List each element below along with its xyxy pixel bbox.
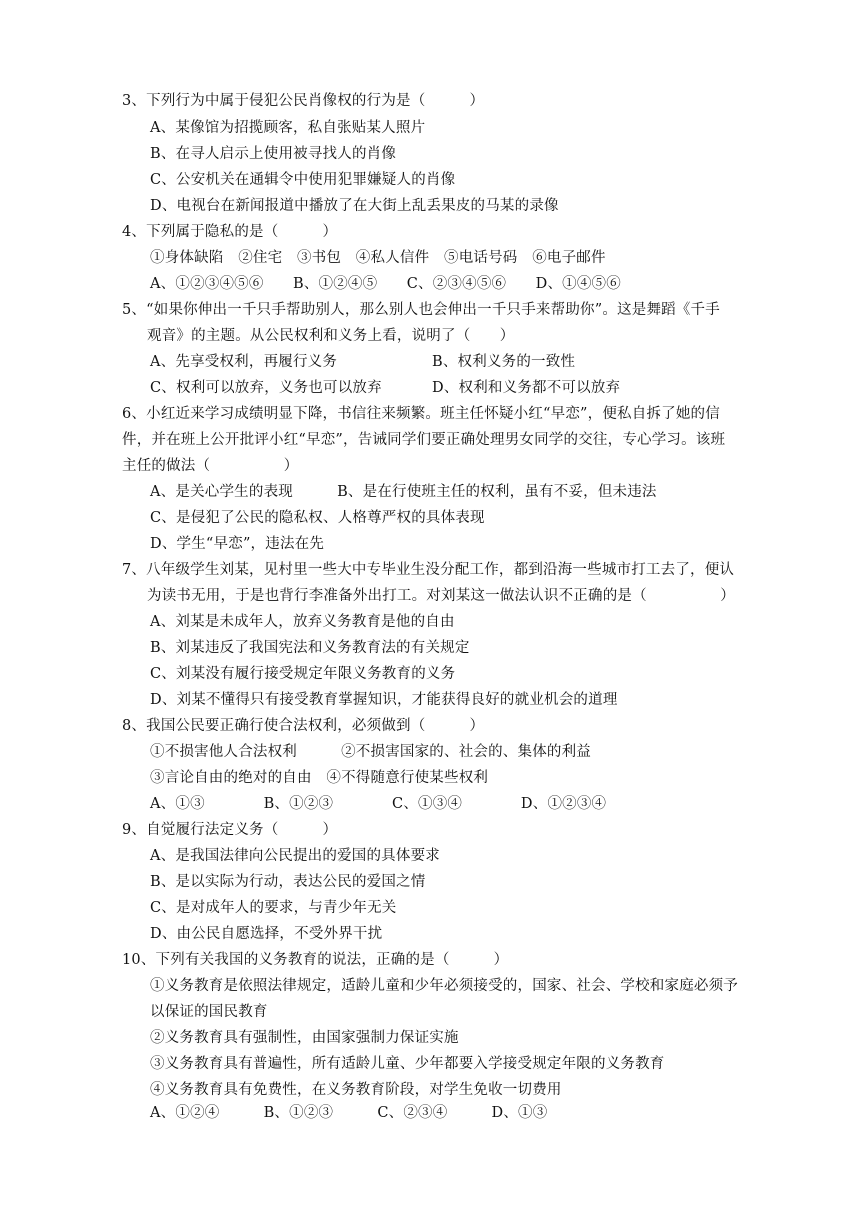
question-7-option-b: B、刘某违反了我国宪法和义务教育法的有关规定	[150, 640, 470, 656]
question-8-stem: 8、我国公民要正确行使合法权利，必须做到（ ）	[122, 718, 485, 734]
question-8-items-line-1: ①不损害他人合法权利 ②不损害国家的、社会的、集体的利益	[150, 744, 591, 760]
question-5-stem-line-1: 5、“如果你伸出一千只手帮助别人，那么别人也会伸出一千只手来帮助你”。这是舞蹈《千手	[122, 302, 720, 318]
question-10-item-3: ③义务教育具有普遍性，所有适龄儿童、少年都要入学接受规定年限的义务教育	[150, 1056, 665, 1072]
question-5-stem-line-2: 观音》的主题。从公民权利和义务上看，说明了（ ）	[147, 328, 515, 344]
question-5-option-d: D、权利和义务都不可以放弃	[432, 380, 621, 396]
question-3-stem: 3、下列行为中属于侵犯公民肖像权的行为是（ ）	[122, 93, 485, 109]
question-7-stem-line-2: 为读书无用，于是也背行李准备外出打工。对刘某这一做法认识不正确的是（ ）	[147, 588, 735, 604]
question-3-option-c: C、公安机关在通辑令中使用犯罪嫌疑人的肖像	[150, 172, 456, 188]
question-6-option-d: D、学生“早恋”，违法在先	[150, 536, 325, 552]
question-6-option-ab: A、是关心学生的表现 B、是在行使班主任的权利，虽有不妥，但未违法	[150, 484, 657, 500]
question-7-option-a: A、刘某是未成年人，放弃义务教育是他的自由	[150, 614, 455, 630]
question-10-stem: 10、下列有关我国的义务教育的说法，正确的是（ ）	[122, 952, 509, 968]
question-7-stem-line-1: 7、八年级学生刘某，见村里一些大中专毕业生没分配工作，都到沿海一些城市打工去了，便认	[122, 562, 735, 578]
question-3-option-d: D、电视台在新闻报道中播放了在大街上乱丢果皮的马某的录像	[150, 198, 559, 214]
question-5-option-b: B、权利义务的一致性	[432, 354, 576, 370]
question-9-option-c: C、是对成年人的要求，与青少年无关	[150, 900, 397, 916]
question-10-item-4: ④义务教育具有免费性，在义务教育阶段，对学生免收一切费用	[150, 1082, 562, 1098]
question-9-option-b: B、是以实际为行动，表达公民的爱国之情	[150, 874, 426, 890]
question-6-stem-line-3: 主任的做法（ ）	[122, 458, 299, 474]
question-7-option-d: D、刘某不懂得只有接受教育掌握知识，才能获得良好的就业机会的道理	[150, 692, 618, 708]
question-9-option-a: A、是我国法律向公民提出的爱国的具体要求	[150, 848, 440, 864]
question-4-items: ①身体缺陷 ②住宅 ③书包 ④私人信件 ⑤电话号码 ⑥电子邮件	[150, 250, 606, 266]
question-8-options: A、①③ B、①②③ C、①③④ D、①②③④	[150, 796, 607, 812]
question-5-option-a: A、先享受权利，再履行义务	[150, 354, 338, 370]
question-3-option-b: B、在寻人启示上使用被寻找人的肖像	[150, 146, 397, 162]
question-3-option-a: A、某像馆为招揽顾客，私自张贴某人照片	[150, 120, 426, 136]
question-6-option-c: C、是侵犯了公民的隐私权、人格尊严权的具体表现	[150, 510, 485, 526]
question-10-options: A、①②④ B、①②③ C、②③④ D、①③	[150, 1105, 548, 1121]
question-7-option-c: C、刘某没有履行接受规定年限义务教育的义务	[150, 666, 456, 682]
question-6-stem-line-1: 6、小红近来学习成绩明显下降，书信往来频繁。班主任怀疑小红“早恋”，便私自拆了她的信	[122, 406, 720, 422]
question-4-options: A、①②③④⑤⑥ B、①②④⑤ C、②③④⑤⑥ D、①④⑤⑥	[150, 276, 621, 292]
question-9-option-d: D、由公民自愿选择，不受外界干扰	[150, 926, 383, 942]
question-10-item-1-line-2: 以保证的国民教育	[150, 1004, 268, 1020]
question-5-option-c: C、权利可以放弃，义务也可以放弃	[150, 380, 382, 396]
question-9-stem: 9、自觉履行法定义务（ ）	[122, 822, 338, 838]
question-10-item-1-line-1: ①义务教育是依照法律规定，适龄儿童和少年必须接受的，国家、社会、学校和家庭必须予	[150, 978, 738, 994]
question-4-stem: 4、下列属于隐私的是（ ）	[122, 224, 338, 240]
question-6-stem-line-2: 件，并在班上公开批评小红“早恋”，告诫同学们要正确处理男女同学的交往，专心学习。该班	[122, 432, 726, 448]
question-8-items-line-2: ③言论自由的绝对的自由 ④不得随意行使某些权利	[150, 770, 489, 786]
question-10-item-2: ②义务教育具有强制性，由国家强制力保证实施	[150, 1030, 459, 1046]
